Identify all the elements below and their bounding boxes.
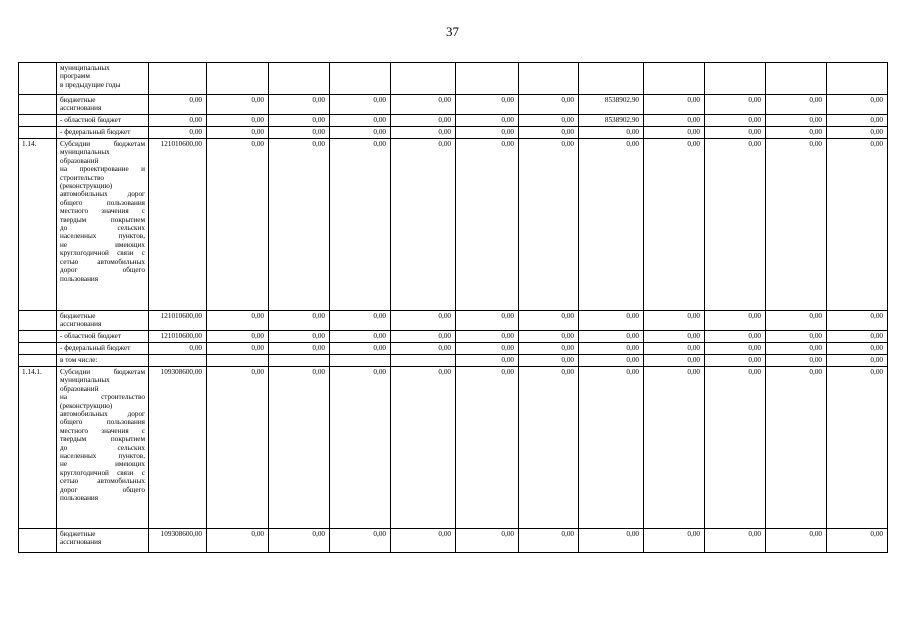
- row-index-cell: [19, 343, 57, 355]
- value-cell: 0,00: [207, 529, 269, 553]
- row-label-line: твердым покрытием: [60, 435, 145, 444]
- value-cell: 0,00: [391, 139, 456, 311]
- value-cell: [330, 355, 391, 367]
- row-index-cell: 1.14.: [19, 139, 57, 311]
- row-label-line: автомобильных дорог: [60, 190, 145, 199]
- row-index-cell: [19, 529, 57, 553]
- value-cell: 0,00: [269, 529, 330, 553]
- value-cell: 0,00: [519, 139, 579, 311]
- row-label-line: твердым покрытием: [60, 215, 145, 224]
- value-cell: [207, 63, 269, 95]
- value-cell: 0,00: [519, 115, 579, 127]
- value-cell: 0,00: [269, 311, 330, 331]
- value-cell: 0,00: [330, 115, 391, 127]
- table-row: [19, 367, 888, 529]
- value-cell: 0,00: [766, 355, 827, 367]
- value-cell: 0,00: [519, 355, 579, 367]
- table-row: [19, 139, 888, 311]
- value-cell: [391, 63, 456, 95]
- row-label-line: строительство: [60, 173, 104, 182]
- row-label-line: программ: [60, 72, 90, 81]
- value-cell: 121010600,00: [149, 139, 207, 311]
- table-row: [19, 95, 888, 115]
- value-cell: 0,00: [766, 331, 827, 343]
- value-cell: 0,00: [705, 343, 766, 355]
- table-body: [19, 63, 888, 553]
- row-label-cell: [57, 331, 149, 343]
- row-label-line: круглогодичной связи с: [60, 468, 145, 477]
- value-cell: 0,00: [149, 115, 207, 127]
- table-row: [19, 127, 888, 139]
- row-label-line: в том числе:: [60, 356, 98, 364]
- row-label-line: муниципальных: [60, 64, 110, 72]
- row-label-line: бюджетные: [60, 312, 96, 320]
- row-label-line: ассигнования: [60, 538, 102, 547]
- value-cell: 0,00: [644, 343, 705, 355]
- value-cell: 0,00: [519, 331, 579, 343]
- row-label-line: ассигнования: [60, 104, 102, 113]
- value-cell: 0,00: [705, 95, 766, 115]
- value-cell: 0,00: [519, 343, 579, 355]
- value-cell: 0,00: [766, 139, 827, 311]
- row-index-cell: [19, 95, 57, 115]
- value-cell: 0,00: [827, 115, 888, 127]
- table-row: [19, 343, 888, 355]
- value-cell: 0,00: [330, 95, 391, 115]
- value-cell: 8538902,90: [579, 115, 644, 127]
- value-cell: 0,00: [149, 127, 207, 139]
- value-cell: 0,00: [269, 367, 330, 529]
- value-cell: [330, 63, 391, 95]
- value-cell: 0,00: [827, 331, 888, 343]
- value-cell: 0,00: [766, 95, 827, 115]
- value-cell: 0,00: [644, 95, 705, 115]
- value-cell: 0,00: [269, 95, 330, 115]
- value-cell: 0,00: [827, 529, 888, 553]
- value-cell: [269, 63, 330, 95]
- value-cell: [149, 355, 207, 367]
- row-label-line: дорог общего: [60, 266, 145, 275]
- row-label-line: до сельских: [60, 224, 145, 233]
- row-label-line: дорог общего: [60, 485, 145, 494]
- row-label-cell: [57, 115, 149, 127]
- value-cell: 0,00: [766, 115, 827, 127]
- row-index-cell: [19, 127, 57, 139]
- value-cell: 0,00: [330, 139, 391, 311]
- value-cell: 0,00: [579, 311, 644, 331]
- value-cell: 0,00: [705, 367, 766, 529]
- value-cell: 0,00: [330, 127, 391, 139]
- value-cell: 0,00: [519, 367, 579, 529]
- value-cell: [456, 63, 519, 95]
- value-cell: 0,00: [391, 529, 456, 553]
- row-label-line: муниципальных: [60, 148, 110, 157]
- table-row: [19, 331, 888, 343]
- value-cell: 0,00: [705, 311, 766, 331]
- row-label-line: не имеющих: [60, 240, 145, 249]
- row-label-line: автомобильных дорог: [60, 410, 145, 419]
- value-cell: 0,00: [207, 331, 269, 343]
- row-index-cell: [19, 311, 57, 331]
- value-cell: 0,00: [456, 311, 519, 331]
- row-label-line: пользования: [60, 494, 99, 503]
- value-cell: 0,00: [705, 355, 766, 367]
- row-label-cell: [57, 529, 149, 553]
- row-label-line: (реконструкцию): [60, 182, 113, 191]
- value-cell: 0,00: [579, 127, 644, 139]
- row-label-line: круглогодичной связи с: [60, 249, 145, 258]
- value-cell: 0,00: [207, 139, 269, 311]
- value-cell: 0,00: [391, 331, 456, 343]
- row-index-cell: [19, 331, 57, 343]
- value-cell: 0,00: [766, 529, 827, 553]
- row-label-cell: [57, 139, 149, 311]
- row-label-cell: [57, 355, 149, 367]
- value-cell: 0,00: [149, 95, 207, 115]
- page-number: 37: [446, 24, 459, 39]
- value-cell: 0,00: [827, 95, 888, 115]
- row-label-line: местного значения с: [60, 426, 145, 435]
- row-label-line: - федеральный бюджет: [60, 128, 131, 136]
- table-row: [19, 355, 888, 367]
- value-cell: 0,00: [644, 331, 705, 343]
- value-cell: 0,00: [269, 331, 330, 343]
- value-cell: [519, 63, 579, 95]
- value-cell: 0,00: [456, 331, 519, 343]
- row-label-line: ассигнования: [60, 320, 102, 329]
- value-cell: 0,00: [269, 115, 330, 127]
- value-cell: 0,00: [330, 331, 391, 343]
- value-cell: 0,00: [705, 331, 766, 343]
- row-label-line: на проектирование и: [60, 165, 145, 174]
- value-cell: 0,00: [579, 139, 644, 311]
- value-cell: 0,00: [456, 127, 519, 139]
- value-cell: 0,00: [269, 343, 330, 355]
- row-index-cell: [19, 355, 57, 367]
- value-cell: 8538902,90: [579, 95, 644, 115]
- value-cell: 0,00: [705, 139, 766, 311]
- value-cell: 0,00: [644, 127, 705, 139]
- row-label-line: населенных пунктов,: [60, 232, 145, 241]
- value-cell: 0,00: [827, 343, 888, 355]
- row-label-line: в предыдущие годы: [60, 80, 121, 89]
- value-cell: 0,00: [391, 95, 456, 115]
- value-cell: 0,00: [827, 367, 888, 529]
- value-cell: [391, 355, 456, 367]
- value-cell: 0,00: [827, 127, 888, 139]
- row-label-line: сетью автомобильных: [60, 477, 145, 486]
- row-label-line: - областной бюджет: [60, 332, 121, 340]
- value-cell: 0,00: [207, 367, 269, 529]
- value-cell: [269, 355, 330, 367]
- value-cell: 0,00: [827, 355, 888, 367]
- value-cell: 0,00: [391, 343, 456, 355]
- row-index-cell: [19, 115, 57, 127]
- row-label-line: муниципальных: [60, 376, 110, 385]
- row-label-line: населенных пунктов,: [60, 452, 145, 461]
- value-cell: 0,00: [207, 127, 269, 139]
- row-label-line: местного значения с: [60, 207, 145, 216]
- row-label-cell: [57, 95, 149, 115]
- value-cell: 0,00: [330, 311, 391, 331]
- value-cell: [579, 63, 644, 95]
- value-cell: 0,00: [644, 115, 705, 127]
- value-cell: 0,00: [579, 529, 644, 553]
- value-cell: 121010600,00: [149, 331, 207, 343]
- value-cell: 0,00: [149, 343, 207, 355]
- table-row: [19, 529, 888, 553]
- value-cell: 0,00: [579, 331, 644, 343]
- row-label-line: не имеющих: [60, 460, 145, 469]
- value-cell: 0,00: [391, 311, 456, 331]
- value-cell: 0,00: [391, 127, 456, 139]
- value-cell: 0,00: [519, 529, 579, 553]
- value-cell: 0,00: [705, 115, 766, 127]
- row-label-line: до сельских: [60, 443, 145, 452]
- value-cell: 0,00: [391, 115, 456, 127]
- value-cell: 0,00: [330, 367, 391, 529]
- value-cell: 0,00: [207, 115, 269, 127]
- value-cell: 0,00: [456, 139, 519, 311]
- value-cell: 0,00: [456, 95, 519, 115]
- value-cell: 0,00: [579, 343, 644, 355]
- value-cell: 0,00: [827, 311, 888, 331]
- value-cell: 0,00: [269, 139, 330, 311]
- value-cell: 0,00: [644, 311, 705, 331]
- value-cell: 0,00: [519, 311, 579, 331]
- row-label-line: бюджетные: [60, 96, 96, 104]
- value-cell: [766, 63, 827, 95]
- row-label-cell: [57, 311, 149, 331]
- row-label-cell: [57, 343, 149, 355]
- row-label-line: Субсидии бюджетам: [60, 140, 145, 148]
- row-label-line: образований: [60, 384, 99, 393]
- value-cell: 0,00: [579, 355, 644, 367]
- value-cell: [644, 63, 705, 95]
- value-cell: 0,00: [644, 139, 705, 311]
- row-label-line: Субсидии бюджетам: [60, 368, 145, 376]
- value-cell: 0,00: [207, 343, 269, 355]
- value-cell: 0,00: [456, 343, 519, 355]
- value-cell: 0,00: [644, 529, 705, 553]
- row-index-cell: 1.14.1.: [19, 367, 57, 529]
- value-cell: 0,00: [766, 343, 827, 355]
- value-cell: 121010600,00: [149, 311, 207, 331]
- row-label-line: на строительство: [60, 393, 145, 402]
- table-row: [19, 63, 888, 95]
- value-cell: [149, 63, 207, 95]
- value-cell: 0,00: [207, 311, 269, 331]
- value-cell: [207, 355, 269, 367]
- value-cell: 109308600,00: [149, 529, 207, 553]
- value-cell: 0,00: [269, 127, 330, 139]
- row-label-line: сетью автомобильных: [60, 257, 145, 266]
- value-cell: 0,00: [644, 367, 705, 529]
- value-cell: 0,00: [330, 529, 391, 553]
- table-row: [19, 311, 888, 331]
- value-cell: 0,00: [766, 367, 827, 529]
- row-label-line: - федеральный бюджет: [60, 344, 131, 352]
- value-cell: 0,00: [766, 127, 827, 139]
- row-label-line: пользования: [60, 274, 99, 283]
- value-cell: 0,00: [456, 355, 519, 367]
- budget-table: [18, 62, 888, 553]
- row-label-line: общего пользования: [60, 198, 145, 207]
- value-cell: 0,00: [456, 367, 519, 529]
- value-cell: 0,00: [391, 367, 456, 529]
- row-label-cell: [57, 367, 149, 529]
- row-label-cell: [57, 63, 149, 95]
- row-label-cell: [57, 127, 149, 139]
- row-label-line: (реконструкцию): [60, 401, 113, 410]
- value-cell: 0,00: [644, 355, 705, 367]
- value-cell: 0,00: [579, 367, 644, 529]
- value-cell: 0,00: [330, 343, 391, 355]
- value-cell: 0,00: [705, 127, 766, 139]
- table-row: [19, 115, 888, 127]
- row-index-cell: [19, 63, 57, 95]
- value-cell: 109308600,00: [149, 367, 207, 529]
- row-label-line: бюджетные: [60, 530, 96, 538]
- value-cell: [827, 63, 888, 95]
- value-cell: [705, 63, 766, 95]
- value-cell: 0,00: [456, 115, 519, 127]
- row-label-line: - областной бюджет: [60, 116, 121, 124]
- row-label-line: образований: [60, 156, 99, 165]
- value-cell: 0,00: [827, 139, 888, 311]
- value-cell: 0,00: [766, 311, 827, 331]
- value-cell: 0,00: [207, 95, 269, 115]
- value-cell: 0,00: [519, 127, 579, 139]
- value-cell: 0,00: [519, 95, 579, 115]
- row-label-line: общего пользования: [60, 418, 145, 427]
- value-cell: 0,00: [456, 529, 519, 553]
- value-cell: 0,00: [705, 529, 766, 553]
